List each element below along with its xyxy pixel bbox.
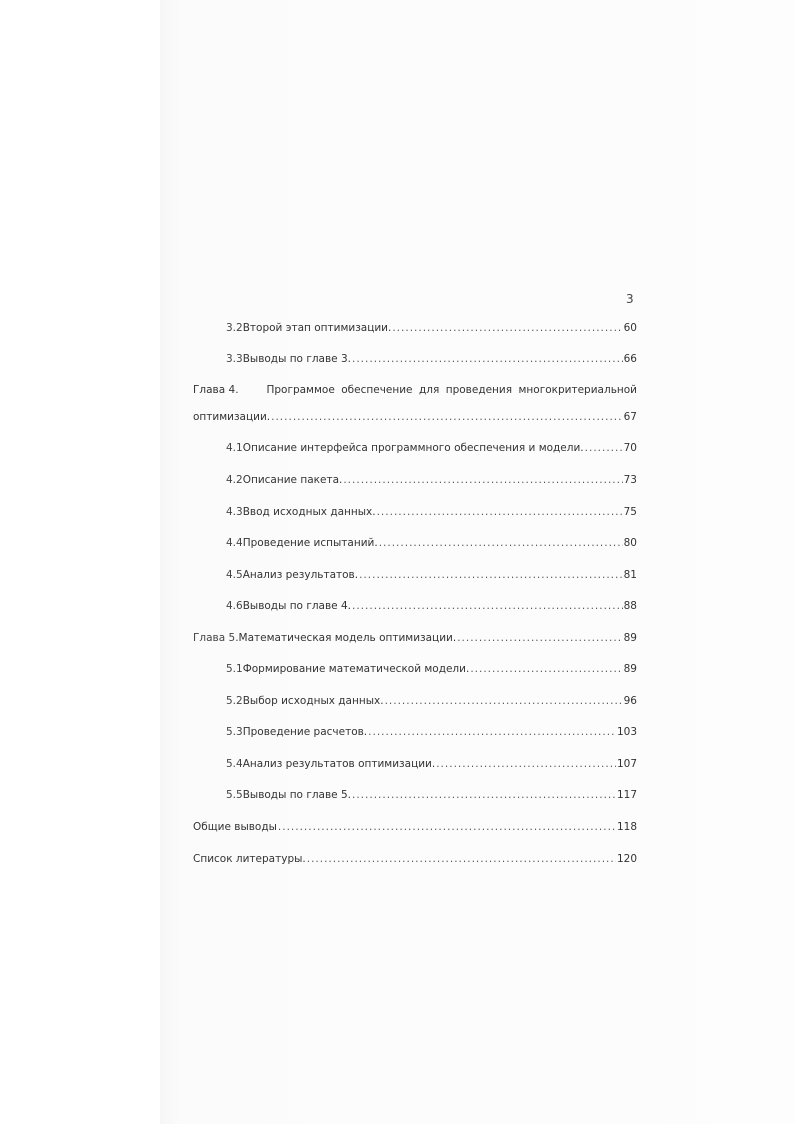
chapter-title-word: проведения <box>445 384 513 396</box>
section-page: 89 <box>623 663 637 675</box>
section-title: Выбор исходных данных. <box>242 695 384 707</box>
section-number: 4.4 <box>226 537 243 549</box>
chapter-title: Математическая модель оптимизации. <box>238 632 457 644</box>
chapter-title-word: многокритериальной <box>518 384 637 396</box>
dot-leader <box>392 322 622 334</box>
toc-entry-5-4[interactable] <box>226 758 637 770</box>
dot-leader <box>278 821 616 833</box>
dot-leader <box>352 353 623 365</box>
dot-leader <box>379 537 623 549</box>
toc-entry-chapter-5[interactable] <box>193 632 637 644</box>
section-title: Выводы по главе 4. <box>242 600 351 612</box>
dot-leader <box>385 695 623 707</box>
entry-title: Список литературы. <box>193 853 306 865</box>
section-page: 96 <box>623 695 637 707</box>
section-number: 5.4 <box>226 758 243 770</box>
dot-leader <box>470 663 622 675</box>
toc-entry-4-1[interactable] <box>226 442 637 454</box>
dot-leader <box>368 726 616 738</box>
entry-page: 120 <box>616 853 637 865</box>
section-number: 3.2 <box>226 322 243 334</box>
chapter-label: Глава 4. <box>193 384 239 396</box>
section-title: Выводы по главе 5. <box>242 789 351 801</box>
section-number: 3.3 <box>226 353 243 365</box>
section-number: 4.1 <box>226 442 243 454</box>
section-page: 107 <box>616 758 637 770</box>
section-title: Анализ результатов. <box>242 569 359 581</box>
section-number: 4.5 <box>226 569 243 581</box>
dot-leader <box>343 474 622 486</box>
section-title: Проведение расчетов. <box>242 726 368 738</box>
section-page: 88 <box>623 600 637 612</box>
section-page: 73 <box>623 474 637 486</box>
entry-page: 118 <box>616 821 637 833</box>
toc-entry-general-conclusions[interactable] <box>193 821 637 833</box>
section-number: 5.5 <box>226 789 243 801</box>
toc-entry-4-4[interactable] <box>226 537 637 549</box>
section-title: Второй этап оптимизации. <box>242 322 392 334</box>
chapter-title-word: Программое <box>266 384 335 396</box>
section-title: Ввод исходных данных. <box>242 506 376 518</box>
toc-entry-3-2[interactable] <box>226 322 637 334</box>
section-page: 81 <box>623 569 637 581</box>
dot-leader <box>359 569 623 581</box>
entry-title: Общие выводы <box>193 821 277 833</box>
dot-leader <box>352 789 616 801</box>
toc-entry-4-6[interactable] <box>226 600 637 612</box>
chapter-title-word: обеспечение <box>341 384 413 396</box>
chapter-page: 67 <box>623 411 637 423</box>
section-page: 60 <box>623 322 637 334</box>
section-title: Описание пакета. <box>242 474 343 486</box>
section-page: 66 <box>623 353 637 365</box>
dot-leader <box>436 758 616 770</box>
toc-entry-references[interactable] <box>193 853 637 865</box>
section-number: 5.1 <box>226 663 243 675</box>
toc-entry-5-3[interactable] <box>226 726 637 738</box>
chapter-page: 89 <box>623 632 637 644</box>
section-page: 103 <box>616 726 637 738</box>
toc-entry-3-3[interactable] <box>226 353 637 365</box>
toc-entry-chapter-4-cont[interactable] <box>193 411 637 423</box>
chapter-title-continuation: оптимизации. <box>193 411 271 423</box>
toc-entry-4-3[interactable] <box>226 506 637 518</box>
dot-leader <box>352 600 623 612</box>
section-page: 75 <box>623 506 637 518</box>
page-number: 3 <box>626 292 634 306</box>
toc-entry-5-2[interactable] <box>226 695 637 707</box>
toc-entry-4-2[interactable] <box>226 474 637 486</box>
chapter-label: Глава 5. <box>193 632 239 644</box>
section-title: Описание интерфейса программного обеспечения и модели. <box>242 442 584 454</box>
section-number: 4.2 <box>226 474 243 486</box>
dot-leader <box>377 506 623 518</box>
section-page: 80 <box>623 537 637 549</box>
section-number: 5.3 <box>226 726 243 738</box>
section-number: 5.2 <box>226 695 243 707</box>
page-sheet <box>160 0 795 1124</box>
section-number: 4.3 <box>226 506 243 518</box>
dot-leader <box>457 632 622 644</box>
section-page: 70 <box>623 442 637 454</box>
section-title: Анализ результатов оптимизации. <box>242 758 436 770</box>
section-title: Проведение испытаний. <box>242 537 378 549</box>
section-title: Формирование математической модели. <box>242 663 470 675</box>
toc-entry-5-1[interactable] <box>226 663 637 675</box>
dot-leader <box>271 411 623 423</box>
toc-entry-5-5[interactable] <box>226 789 637 801</box>
dot-leader <box>585 442 623 454</box>
toc-entry-4-5[interactable] <box>226 569 637 581</box>
section-page: 117 <box>616 789 637 801</box>
toc-entry-chapter-4[interactable] <box>193 384 637 396</box>
section-number: 4.6 <box>226 600 243 612</box>
section-title: Выводы по главе 3. <box>242 353 351 365</box>
dot-leader <box>307 853 616 865</box>
chapter-title-word: для <box>418 384 440 396</box>
